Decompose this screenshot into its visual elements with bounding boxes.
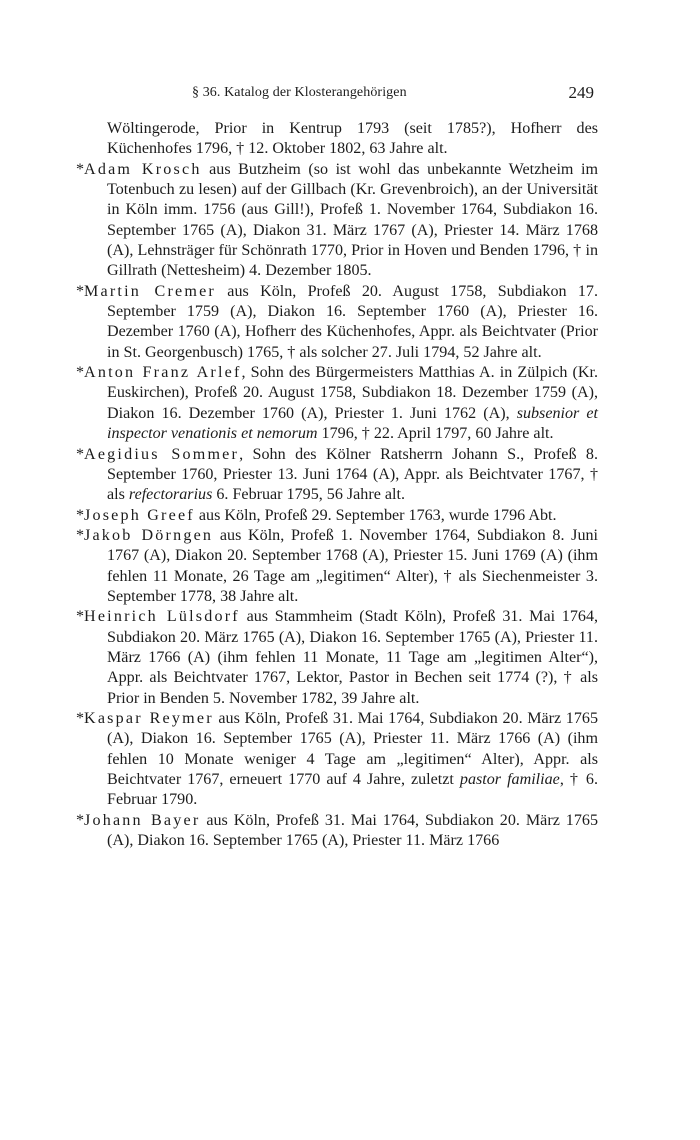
catalog-entry [76,506,598,526]
catalog-entry [76,607,598,709]
page-number: 249 [568,83,594,102]
entry-name: Kaspar Reymer [84,709,214,727]
entry-text: Wöltingerode, Prior in Kentrup 1793 (seit 1785?), Hofherr des Küchenhofes 1796, † 12. Oktober 1802, 63 Jahre alt. [107,120,598,158]
entry-marker: * [76,282,85,300]
catalog-text [76,119,598,851]
entry-text-end: , † 6. Februar 1790. [107,771,598,809]
entry-text: aus Stammheim (Stadt Köln), Profeß 31. Mai 1764, Subdiakon 20. März 1765 (A), Diakon 16. September 1765 (A), Priester 11. März 1766 (A) (ihm fehlen 11 Monate, 11 Tage am „legitimen Alter“), Appr. als Beichtvater 1767, Lektor, Pastor in Bechen seit 1774 (?), † als Prior in Benden 5. November 1782, 39 Jahre alt. [107,608,599,707]
entry-text: , Sohn des Kölner Ratsherrn Johann S., Profeß 8. September 1760, Priester 13. Juni 1764 (A), Appr. als Beichtvater 1767, † als [107,445,598,504]
entry-text: , Sohn des Bürgermeisters Matthias A. in Zülpich (Kr. Euskirchen), Profeß 20. August 1758, Subdiakon 18. Dezember 1759 (A), Diakon 16. Dezember 1760 (A), Priester 1. Juni 1762 (A), [107,364,598,422]
entry-text: aus Köln, Profeß 29. September 1763, wurde 1796 Abt. [194,506,557,524]
entry-marker: * [76,506,85,524]
entry-name: Martin Cremer [84,282,216,300]
entry-latin-phrase: refectorarius [128,486,213,504]
entry-latin-phrase: subsenior et inspector venationis et nemorum [107,404,599,443]
catalog-entry [76,709,598,811]
entry-text: aus Köln, Profeß 1. November 1764, Subdiakon 8. Juni 1767 (A), Diakon 20. September 1768 (A), Priester 15. Juni 1769 (A) (ihm fehlen 11 Monate, 26 Tage am „legitimen“ Alter), † als Siechenmeister 3. September 1778, 38 Jahre alt. [107,526,599,605]
running-header [76,83,598,105]
running-title: § 36. Katalog der Klosterangehörigen [192,85,407,100]
catalog-entry [76,526,598,607]
entry-name: Jakob Dörngen [84,526,214,544]
entry-text: aus Köln, Profeß 31. Mai 1764, Subdiakon 20. März 1765 (A), Diakon 16. September 1765 (A), Priester 11. März 1766 (A) (ihm fehlen 10 Monate weniger 4 Tage am „legitimen“ Alter), Appr. als Beichtvater 1767, erneuert 1770 auf 4 Jahre, zuletzt [107,709,598,788]
catalog-entry-continued [76,119,598,160]
entry-marker: * [76,160,85,178]
entry-text-end: 6. Februar 1795, 56 Jahre alt. [212,486,405,504]
entry-marker: * [76,608,85,626]
catalog-entry [76,363,598,444]
entry-marker: * [76,811,85,829]
catalog-entry [76,282,598,363]
entry-name: Aegidius Sommer [84,445,240,463]
entry-name: Anton Franz Arlef [84,364,242,382]
entry-marker: * [76,445,85,463]
entry-marker: * [76,709,85,727]
entry-name: Heinrich Lülsdorf [84,608,240,626]
entry-text-end: 1796, † 22. April 1797, 60 Jahre alt. [317,425,554,443]
entry-marker: * [76,364,85,382]
entry-marker: * [76,526,85,544]
entry-name: Adam Krosch [84,160,202,178]
catalog-entry [76,811,598,852]
entry-name: Joseph Greef [84,506,195,524]
entry-text: aus Butzheim (so ist wohl das unbekannte Wetzheim im Totenbuch zu lesen) auf der Gillbach (Kr. Grevenbroich), an der Universität in Köln imm. 1756 (aus Gill!), Profeß 1. November 1764, Subdiakon 16. September 1765 (A), Diakon 31. März 1767 (A), Priester 14. März 1768 (A), Lehnsträger für Schönrath 1770, Prior in Hoven und Benden 1796, † in Gillrath (Nettesheim) 4. Dezember 1805. [107,160,598,280]
entry-name: Johann Bayer [84,811,201,829]
entry-text: aus Köln, Profeß 31. Mai 1764, Subdiakon 20. März 1765 (A), Diakon 16. September 1765 (A), Priester 11. März 1766 [107,811,598,850]
catalog-entry [76,445,598,506]
entry-latin-phrase: pastor familiae [459,771,560,788]
entry-text: aus Köln, Profeß 20. August 1758, Subdiakon 17. September 1759 (A), Diakon 16. September 1760 (A), Priester 16. Dezember 1760 (A), Hofherr des Küchenhofes, Appr. als Beichtvater (Prior in St. Georgenbusch) 1765, † als solcher 27. Juli 1794, 52 Jahre alt. [107,282,598,361]
catalog-entry [76,160,598,282]
